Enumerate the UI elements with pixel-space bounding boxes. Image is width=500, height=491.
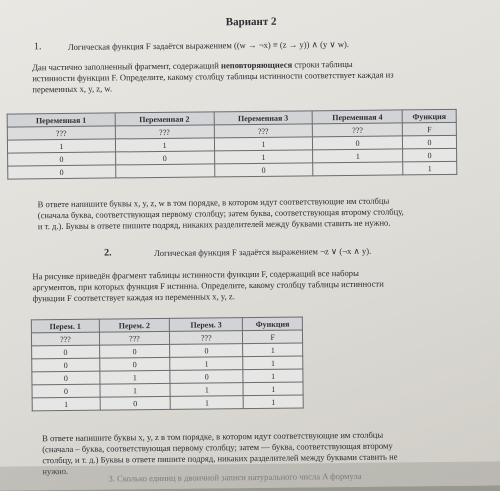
task1-truth-table — [7, 109, 458, 180]
table-cell: 1 — [243, 395, 303, 409]
table-cell: 0 — [32, 384, 100, 398]
header-cell: Переменная 4 — [312, 110, 402, 124]
table-cell: 0 — [8, 165, 116, 179]
header-cell: Переменная 1 — [7, 113, 115, 127]
table-cell: ??? — [31, 332, 99, 346]
table-cell: 0 — [32, 345, 100, 359]
table-cell: 0 — [313, 136, 403, 150]
table-cell: 1 — [170, 383, 243, 397]
header-cell: Перем. 3 — [170, 318, 243, 332]
table-cell: 1 — [313, 149, 403, 163]
table-cell: 1 — [243, 369, 303, 383]
table-cell: ??? — [214, 124, 313, 138]
page-fold-shadow — [0, 461, 500, 490]
table-cell: F — [243, 330, 303, 344]
table-cell: 0 — [214, 163, 313, 177]
header-cell: Переменная 2 — [115, 112, 214, 126]
task2-answer-instructions: В ответе напишите буквы x, y, z в том порядке, в котором идут соответствующие им столбцы (сначала – буква, соответствующая первому столбцу; затем — буква, соответствующая второму столбцу, и т. д.) Буквы в ответе пишите подряд, никаких разделителей между буквами ставить не нужно. — [42, 429, 398, 477]
table-cell: ??? — [99, 331, 170, 345]
table-cell: 1 — [7, 139, 115, 153]
task2-statement: Логическая функция F задаётся выражением ¬z ∨ (¬x ∧ y). — [154, 245, 372, 259]
variant-title: Вариант 2 — [225, 15, 277, 29]
task1-statement: Логическая функция F задаётся выражением ((w → ¬x) ≡ (z → y)) ∧ (y ∨ w). — [67, 38, 350, 52]
table-cell: 1 — [243, 356, 303, 370]
table-cell: 0 — [403, 148, 457, 162]
table-cell: ??? — [115, 125, 214, 139]
table-cell: 0 — [100, 396, 171, 410]
task1-answer-instructions: В ответе напишите буквы x, y, z, w в том порядке, в котором идут соответствующие им столбцы (сначала буква, соответствующая первому столбцу; затем буква, соответствующая второму столбцу, и т. д.). Буквы в ответе пишите подряд, никаких разделителей между буквами ставить не нужно. — [37, 195, 404, 232]
table-cell: ??? — [313, 123, 403, 137]
table-row — [32, 395, 303, 411]
header-cell: Переменная 3 — [214, 111, 313, 125]
table-cell: 1 — [170, 396, 243, 410]
table-cell: 1 — [100, 370, 171, 384]
table-cell: 1 — [32, 397, 100, 411]
table-cell: 1 — [170, 357, 243, 371]
header-cell: Перем. 2 — [99, 318, 170, 332]
emphasis-unique: неповторяющиеся — [220, 59, 293, 71]
table-cell: 0 — [170, 344, 243, 358]
table-cell: 0 — [99, 344, 170, 358]
table-cell: 1 — [403, 161, 457, 175]
table-cell: 0 — [99, 357, 170, 371]
table-cell: 1 — [243, 343, 303, 357]
task2-truth-table — [31, 316, 304, 411]
table-cell: F — [402, 122, 456, 136]
table-cell: 1 — [214, 150, 313, 164]
task2-number: 2. — [104, 247, 112, 259]
table-cell: 0 — [32, 358, 100, 372]
table-cell — [115, 164, 214, 178]
header-cell: Функция — [402, 109, 456, 123]
table-cell: 0 — [32, 371, 100, 385]
header-cell: Функция — [243, 317, 303, 331]
task1-intro: Дан частично заполненный фрагмент, содержащий неповторяющиеся строки таблицы истинности функции F. Определите, какому столбцу таблицы истинности соответствует каждая из переменных x, y, z, w. — [32, 58, 394, 95]
table-cell: ??? — [170, 331, 243, 345]
table-cell: 1 — [100, 383, 171, 397]
table-cell — [313, 162, 403, 176]
table-cell: 1 — [214, 137, 313, 151]
task1-number: 1. — [33, 41, 42, 53]
header-cell: Перем. 1 — [31, 319, 99, 333]
table-cell: ??? — [7, 126, 115, 140]
task3-cut-off-line: 3. Сколько единиц в двоичной записи натурального числа A формула — [108, 470, 362, 484]
table-cell: 1 — [115, 138, 214, 152]
table-cell: 1 — [243, 382, 303, 396]
table-cell: 0 — [8, 152, 116, 166]
table-cell: 0 — [115, 151, 214, 165]
table-cell: 0 — [170, 370, 243, 384]
task2-intro: На рисунке приведён фрагмент таблицы истинности функции F, содержащий все наборы аргументов, при которых функция F истинна. Определите, какому столбцу таблицы истинности функции F соответствует каждая из переменных x, y, z. — [32, 267, 384, 304]
table-cell: 0 — [402, 135, 456, 149]
